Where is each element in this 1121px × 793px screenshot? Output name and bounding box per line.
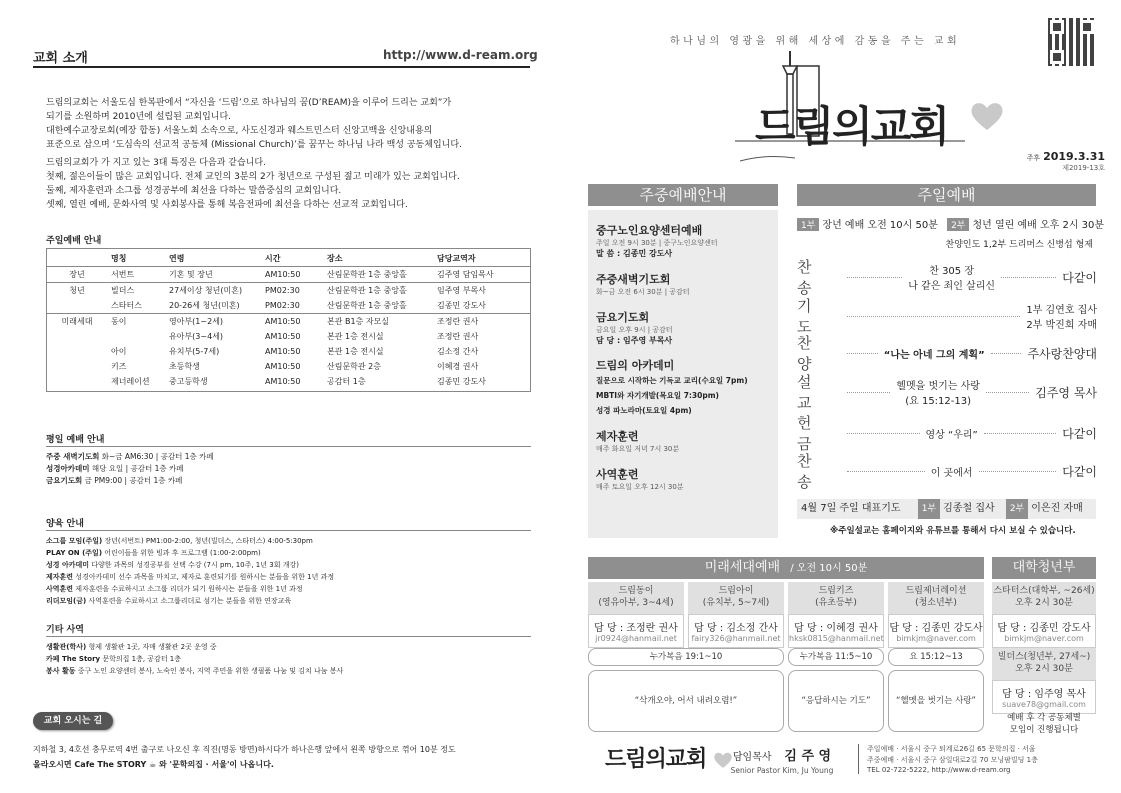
nurture-guide-title: 양육 안내 [46,519,84,529]
section-title: 교회 소개 [33,51,88,66]
intro-line: 표준으로 삼으며 ‘도심속의 선교적 공동체 (Missional Church)’를 꿈꾸는 하나님 나라 백성 공동체입니다. [46,140,462,150]
nurture-divider [46,530,531,531]
future-group: 드림아이 (유치부, 5~7세) 담 당 : 김소정 간사 fairy326@hanmail.net [688,582,784,648]
weekday-block: 사역훈련 매주 토요일 오후 12시 30분 [596,468,684,491]
verse-box: 누가복음 19:1~10 [588,648,784,666]
address-block: 주일예배 · 서울시 중구 퇴계로26길 65 문학의집 · 서울 주중예배 · 서울시 중구 삼일대로2길 70 모닝팜빌딩 1층 TEL 02-722-5222, http://www.d-ream.org [867,745,1038,774]
order-item: 설 교 헬멧을 벗기는 사랑 (요 15:12-13) 김주영 목사 [797,373,1098,412]
future-group: 드림키즈 (유초등부) 담 당 : 이혜경 권사 hksk0815@hanmail.net [788,582,884,648]
weekday-block: 드림의 아카데미 질문으로 시작하는 기독교 교리(수요일 7pm) MBTI와 자기개발(목요일 7:30pm) 성경 파노라마(토요일 4pm) [596,359,748,415]
order-item: 찬 송 찬 305 장 나 같은 죄인 살리신 다같이 [797,258,1098,297]
list-item: 카페 The Story 문학의집 1층, 공감터 1층 [46,655,182,663]
future-group: 드림동이 (영유아부, 3~4세) 담 당 : 조정란 권사 jr0924@hanmail.net [588,582,684,648]
issue-number: 제2019-13호 [1062,164,1105,172]
verse-box: 누가복음 11:5~10 [788,648,884,666]
left-page [0,0,545,793]
part2-badge: 2부 [947,218,969,231]
list-item: 주중 새벽기도회 화~금 AM6:30 | 공감터 1층 카페 [46,452,214,461]
directions-badge [33,712,113,730]
worship-table [46,248,531,392]
intro-line: 드림의교회가 가 지고 있는 3대 특징은 다음과 같습니다. [46,158,266,168]
weekday-block: 주중새벽기도회 화~금 오전 6시 30분 | 공감터 [596,273,690,296]
rep-prayer: 4월 7일 주일 대표기도 1부 김종철 집사 2부 이은진 자매 [797,499,1096,519]
part1-badge: 1부 [797,218,819,231]
qr-code-icon[interactable] [1048,18,1096,66]
intro-line: 셋째, 열린 예배, 문화사역 및 사회봉사를 통해 복음전파에 최선을 다하는 선교적 교회입니다. [46,200,408,210]
table-row: 미래세대 동이 영아부(1~2세) AM10:50 본관 B1층 자모실 조정란 권사 [61,317,479,326]
worship-guide-title: 주일예배 안내 [46,236,102,246]
weekday-block: 금요기도회 금요일 오후 9시 | 공감터 담 당 : 임주영 부목사 [596,311,673,345]
table-row: 스타터스 20-26세 청년(미혼) PM02:30 산림문학관 1층 중앙홀 김종민 강도사 [47,298,530,314]
table-row: 제너레이션 중고등학생 AM10:50 공감터 1층 김종민 강도사 [111,377,486,386]
college-bar: 대학청년부 [992,557,1096,579]
intro-text [46,96,531,212]
title-divider [33,66,530,68]
table-row: 청년 빌더스 27세이상 청년(미혼) PM02:30 산림문학관 1층 중앙홀 임주영 부목사 [69,286,486,295]
table-row: 키즈 초등학생 AM10:50 산림문학관 2층 이혜경 권사 [111,362,479,371]
weekday-block: 제자훈련 매주 화요일 저녁 7시 30분 [596,430,680,453]
intro-line: 되기를 소원하며 2010년에 설립된 교회입니다. [46,112,232,122]
future-worship-bar: 미래세대예배 / 오전 10시 50분 [588,557,984,579]
verse-box: 요 15:12~13 [888,648,984,666]
weekday-panel [588,210,778,538]
sunday-times: 1부 장년 예배 오전 10시 50분 2부 청년 열린 예배 오후 2시 30분 [797,216,1097,231]
right-page [575,0,1121,793]
table-row: 유아부(3~4세) AM10:50 본관 1층 전시실 조정란 권사 [169,332,479,341]
list-item: 성경 아카데미 다양한 과목의 성경공부를 선택 수강 (7시 pm, 10주, 1년 3회 개강) [46,561,299,569]
directions-text: 지하철 3, 4호선 충무로역 4번 출구로 나오신 후 직진(명동 방면)하시다가 하나은행 앞에서 왼쪽 방향으로 꺾어 10분 정도 올라오시면 Cafe The STORY ☕ 와 '문학의집 · 서울'이 나옵니다. [33,745,456,769]
future-group: 드림제너레이션 (청소년부) 담 당 : 김종민 강도사 bimkjm@naver.com [888,582,984,648]
theme-box: “응답하시는 기도” [788,670,884,732]
college-group: 빌더스(청년부, 27세~) 오후 2시 30분 담 당 : 임주영 목사 suave78@gmail.com [992,648,1096,714]
weekday-block: 중구노인요양센터예배 주일 오전 9시 30분 | 중구노인요양센터 말 씀 : 김종민 강도사 [596,224,718,258]
weekday-divider [46,446,531,447]
issue-date [1015,150,1105,173]
list-item: PLAY ON (주일) 어린이들을 위한 빙과 후 프로그램 (1:00-2:00pm) [46,549,261,557]
list-item: 리더모임(금) 사역훈련을 수료하시고 소그룹리더로 섬기는 분들을 위한 연장교육 [46,597,292,605]
directions-title: 교회 오시는 길 [43,716,103,726]
intro-line: 드림의교회는 서울도심 한복판에서 “자신을 ‘드림’으로 하나님의 꿈(D’REAM)을 이루어 드리는 교회”가 [46,98,452,108]
col-header: 연령 [169,254,185,263]
website-link[interactable]: http://www.d-ream.org [383,48,538,62]
list-item: 금요기도회 금 PM9:00 | 공감터 1층 카페 [46,476,183,485]
logo-illustration [735,46,965,171]
intro-line: 둘째, 제자훈련과 소그룹 성경공부에 최선을 다하는 말씀중심의 교회입니다. [46,186,342,196]
etc-divider [46,636,531,637]
footer-divider [858,744,859,774]
etc-guide-title: 기타 사역 [46,625,84,635]
theme-box: “헬멧을 벗기는 사랑” [888,670,984,732]
weekday-list [46,451,214,487]
order-item: 헌 금 영상 “우리” 다같이 [797,414,1097,453]
order-of-worship [797,258,1097,490]
date-prefix: 주후 [1026,154,1041,162]
college-note: 예배 후 각 공동체별 모임이 진행됩니다 [1007,713,1081,735]
theme-box: “삭개오야, 어서 내려오렴!” [588,670,784,732]
nurture-list [46,535,334,607]
footer-logo: 드림의교회 [605,742,733,773]
list-item: 봉사 활동 중구 노인 요양센터 봉사, 노숙인 봉사, 지역 주민을 위한 생필품 나눔 및 김치 나눔 봉사 [46,667,344,675]
col-header: 담당교역자 [437,254,476,263]
table-row: 아이 유치부(5-7세) AM10:50 본관 1층 전시실 김소정 간사 [111,347,479,356]
heart-icon [970,100,1004,132]
pastor-info: 담임목사 김 주 영 Senior Pastor Kim, Ju Young [730,749,834,775]
logo-wordmark: 드림의교회 [755,102,948,151]
weekday-worship-bar: 주중예배안내 [588,184,778,206]
weekday-guide-title: 평일 예배 안내 [46,435,105,445]
order-item: 찬 양 “나는 아네 그의 계획” 주사랑찬양대 [797,334,1097,373]
col-header: 시간 [265,254,281,263]
list-item: 사역훈련 제자훈련을 수료하시고 소그룹 리더가 되기 원하시는 분들을 위한 1년 과정 [46,585,303,593]
college-group: 스타터스(대학부, ~26세) 오후 2시 30분 담 당 : 김종민 강도사 bimkjm@naver.com [992,582,1096,648]
list-item: 제자훈련 성경아카데미 선수 과목을 마치고, 제자로 훈련되기를 원하시는 분들을 위한 1년 과정 [46,573,335,581]
sunday-worship-bar: 주일예배 [797,184,1096,206]
col-header: 장소 [327,254,343,263]
intro-line: 대한예수교장로회(예장 합동) 서울노회 소속으로, 사도신경과 웨스트민스터 신앙고백을 신앙내용의 [46,126,433,136]
intro-line: 첫째, 젊은이들이 많은 교회입니다. 전체 교인의 3분의 2가 청년으로 구성된 젊고 미래가 있는 교회입니다. [46,172,460,182]
slogan: 하나님의 영광을 위해 세상에 감동을 주는 교회 [670,36,961,47]
list-item: 소그룹 모임(주일) 장년(서번트) PM1:00-2:00, 청년(빌더스, 스타터스) 4:00-5:30pm [46,537,313,545]
etc-list [46,641,343,677]
list-item: 성경아카데미 해당 요일 | 공감터 1층 카페 [46,464,184,473]
date: 2019.3.31 [1043,150,1105,163]
table-header-row [47,251,530,267]
table-row: 장년 서번트 기혼 및 장년 AM10:50 산림문학관 1층 중앙홀 김주영 담임목사 [47,267,530,283]
col-header: 명칭 [111,254,127,263]
sermon-note: ※주일설교는 홈페이지와 유튜브를 통해서 다시 보실 수 있습니다. [830,526,1076,536]
order-item: 찬 송 이 곳에서 다같이 [797,452,1098,491]
praise-team: 찬양인도 1,2부 드리머스 신병섭 형제 [945,240,1093,250]
order-item: 기 도 1부 김연호 집사 2부 박진희 자매 [797,297,1097,336]
list-item: 생활관(학사) 형제 생활관 1곳, 자매 생활관 2곳 운영 중 [46,643,217,651]
